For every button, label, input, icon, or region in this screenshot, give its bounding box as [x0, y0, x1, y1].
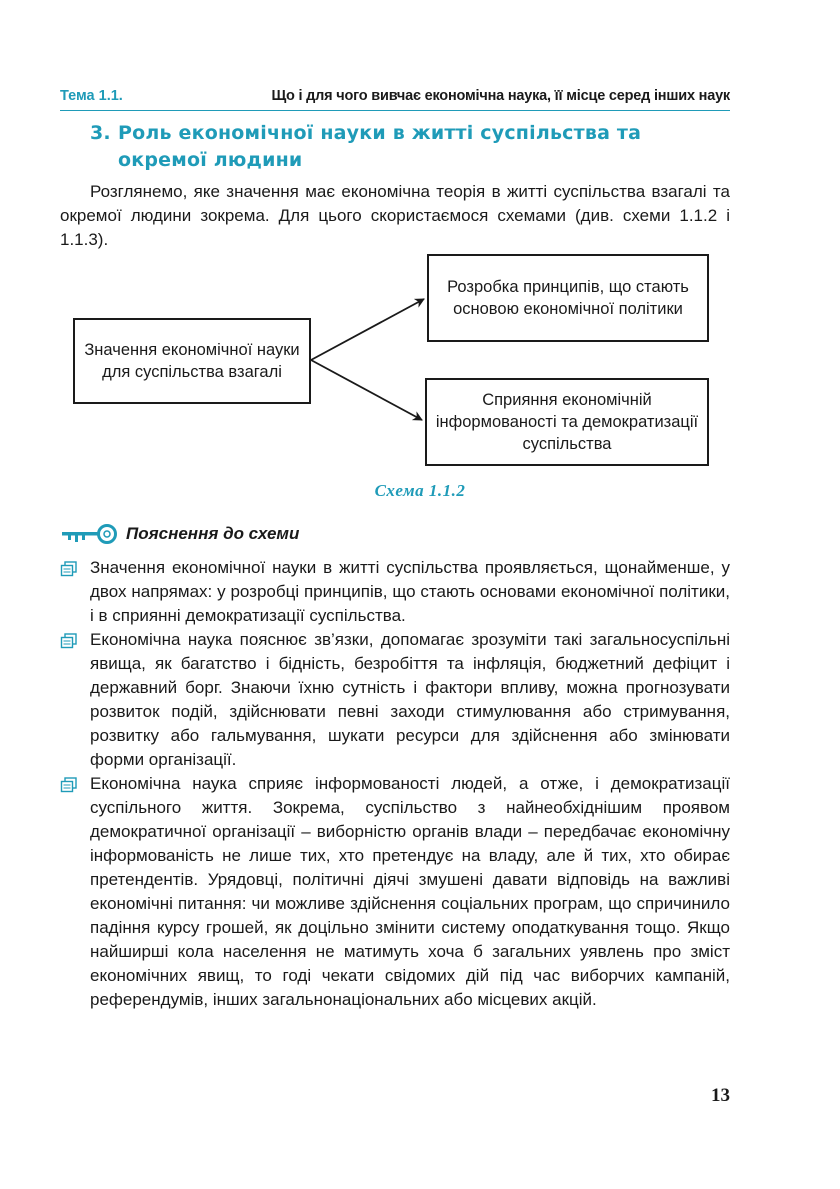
page-number: 13: [711, 1085, 730, 1106]
list-item-text: Економічна наука пояснює зв’язки, допомагає зрозуміти такі загальносуспільні явища, як багатство і бідність, безробіття та інфляція, бюджетний дефіцит і державний борг. Знаючи їхню сутність і фактори впливу, можна прогнозувати розвиток подій, здійснювати певні заходи стимулювання або стримування, розвитку або гальмування, шукати ресурси для здійснення або змінювати форми організації.: [90, 630, 730, 769]
copy-icon: [60, 633, 78, 649]
list-item: [60, 772, 730, 1012]
explanation-heading: [60, 522, 299, 546]
scheme-box-main: Значення економічної науки для суспільства взагалі: [73, 318, 311, 404]
explanation-title: Пояснення до схеми: [126, 524, 300, 543]
copy-icon: [60, 561, 78, 577]
scheme-arrows: [0, 0, 840, 480]
section-number: 3.: [90, 122, 111, 144]
list-item: [60, 556, 730, 628]
topic-label: Тема 1.1.: [60, 88, 123, 104]
key-icon: [60, 523, 120, 545]
header-title: Що і для чого вивчає економічна наука, її місце серед інших наук: [271, 88, 730, 104]
scheme-box-policy: Розробка принципів, що стають основою економічної політики: [427, 254, 709, 342]
section-title-line1: Роль економічної науки в житті суспільства та: [118, 122, 642, 144]
list-item: [60, 628, 730, 772]
list-item-text: Значення економічної науки в житті суспільства проявляється, щонайменше, у двох напрямах: у розробці принципів, що стають основами економічної політики, і в сприянні демократизації суспільства.: [90, 558, 730, 625]
copy-icon: [60, 777, 78, 793]
list-item-text: Економічна наука сприяє інформованості людей, а отже, і демократизації суспільного життя. Зокрема, суспільство з найнеобхіднішим проявом демократичної організації – виборністю органів влади – передбачає економічну інформованість не лише тих, хто претендує на владу, але й тих, хто обирає претендентів. Урядовці, політичні діячі змушені давати відповідь на важливі економічні питання: чи можливе здійснення соціальних програм, що спричинило падіння курсу грошей, як доцільно змінити систему оподаткування тощо. Якщо найширші кола населення не матимуть хоча б загальних уявлень про зміст економічних явищ, то годі чекати свідомих дій під час виборчих кампаній, референдумів, інших загальнонаціональних або місцевих акцій.: [90, 774, 730, 1009]
section-title-line2: окремої людини: [118, 149, 303, 171]
scheme-box-democratization: Сприяння економічній інформованості та демократизації суспільства: [425, 378, 709, 466]
arrow-to-top-box: [311, 299, 424, 360]
scheme-caption: Схема 1.1.2: [374, 481, 466, 500]
explanation-list: [60, 556, 730, 1012]
intro-text: Розглянемо, яке значення має економічна теорія в житті суспільства взагалі та окремої людини зокрема. Для цього скористаємося схемами (див. схеми 1.1.2 і 1.1.3).: [60, 182, 730, 249]
arrow-to-bottom-box: [311, 360, 422, 420]
